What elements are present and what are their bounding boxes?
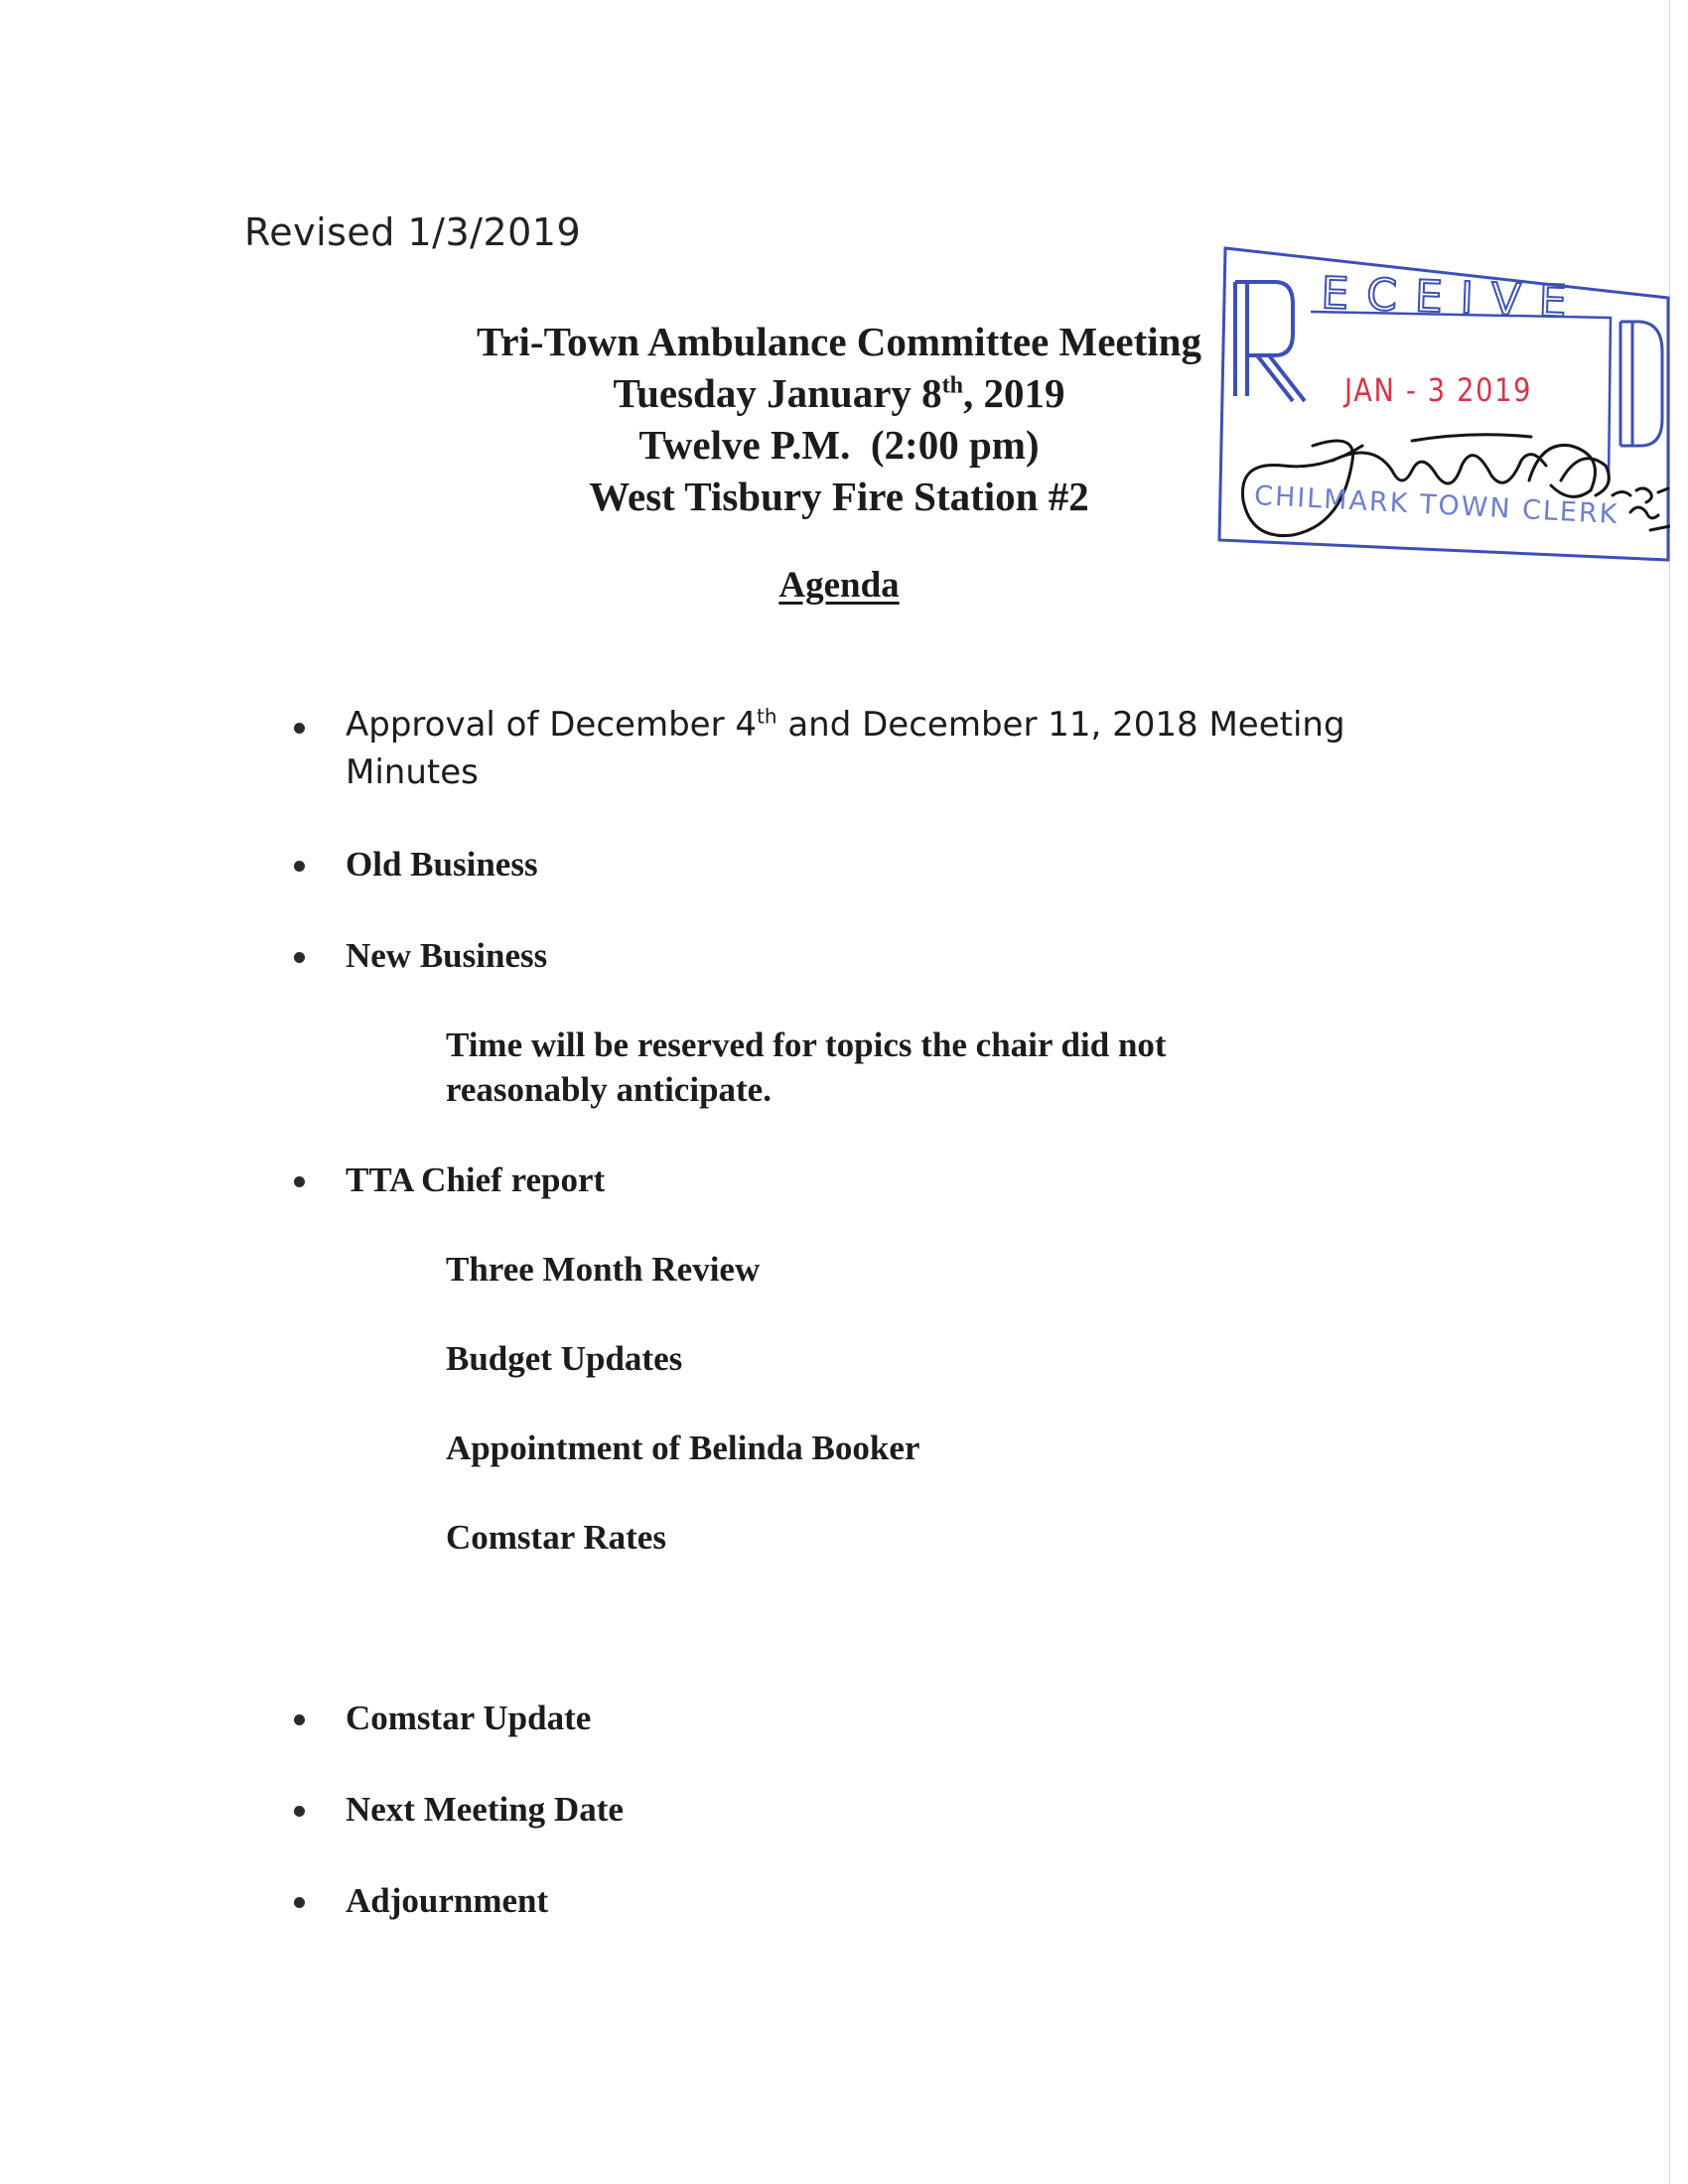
received-stamp xyxy=(1213,242,1670,570)
meeting-date-ordinal: th xyxy=(941,372,963,399)
bullet-icon xyxy=(294,1176,305,1187)
revised-date: Revised 1/3/2019 xyxy=(244,210,582,254)
meeting-date-year: , 2019 xyxy=(963,370,1065,416)
approval-line-2: Minutes xyxy=(346,752,479,792)
meeting-time: Twelve P.M. (2:00 pm) xyxy=(638,422,1040,468)
stamp-clerk: CHILMARK TOWN CLERK xyxy=(1253,480,1620,531)
agenda-item-label xyxy=(346,701,1345,796)
stamp-date: JAN - 3 2019 xyxy=(1344,371,1533,409)
bullet-icon xyxy=(294,723,305,734)
approval-text-start: Approval of December 4 xyxy=(346,705,757,745)
chief-report-subitem: Budget Updates xyxy=(446,1339,683,1378)
agenda-item-label: Adjournment xyxy=(346,1881,549,1920)
approval-ordinal: th xyxy=(757,704,777,729)
bullet-icon xyxy=(294,1897,305,1908)
chief-report-subitem: Appointment of Belinda Booker xyxy=(446,1429,920,1467)
approval-text-end: and December 11, 2018 Meeting xyxy=(776,705,1345,745)
agenda-item-label: New Business xyxy=(346,936,548,975)
chief-report-subitem: Three Month Review xyxy=(446,1250,761,1289)
bullet-icon xyxy=(294,952,305,963)
meeting-title: Tri-Town Ambulance Committee Meeting xyxy=(477,319,1201,364)
agenda-item-label: Comstar Update xyxy=(346,1699,592,1737)
agenda-heading: Agenda xyxy=(778,565,900,606)
meeting-header xyxy=(397,316,1281,522)
agenda-item-label: Next Meeting Date xyxy=(346,1790,624,1829)
meeting-date xyxy=(397,367,1281,419)
bullet-icon xyxy=(294,861,305,872)
bullet-icon xyxy=(294,1806,305,1817)
meeting-location: West Tisbury Fire Station #2 xyxy=(589,474,1089,519)
new-business-note-line-2: reasonably anticipate. xyxy=(446,1070,772,1109)
agenda-item-label: TTA Chief report xyxy=(346,1160,606,1199)
chief-report-subitem: Comstar Rates xyxy=(446,1518,666,1557)
new-business-note-line-1: Time will be reserved for topics the chair did not xyxy=(446,1025,1167,1064)
meeting-date-text: Tuesday January 8 xyxy=(613,370,942,416)
svg-text:ECEIVE: ECEIVE xyxy=(1320,268,1586,329)
bullet-icon xyxy=(294,1714,305,1725)
agenda-item-label: Old Business xyxy=(346,845,538,884)
approval-line-1 xyxy=(346,701,1345,749)
